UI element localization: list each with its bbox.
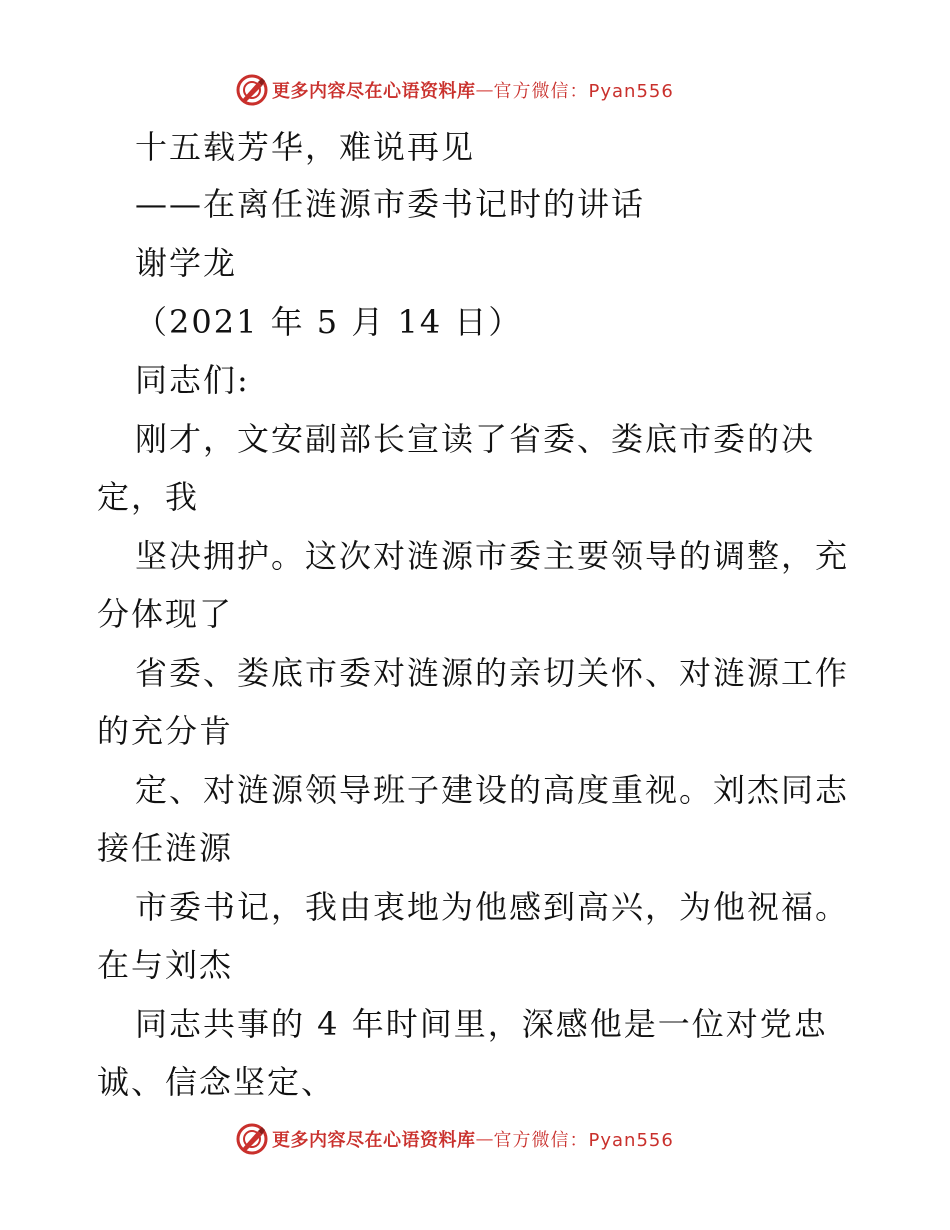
body-line: 市委书记，我由衷地为他感到高兴，为他祝福。 xyxy=(135,888,850,926)
watermark-brand: 更多内容尽在心语资料库 xyxy=(272,1130,476,1151)
watermark-contact: 官方微信：Pyan556 xyxy=(493,1130,674,1151)
body-line: 诚、信念坚定、 xyxy=(97,1063,336,1101)
watermark-brand: 更多内容尽在心语资料库 xyxy=(272,81,476,102)
document-author: 谢学龙 xyxy=(135,244,238,282)
document-title: 十五载芳华，难说再见 xyxy=(135,128,476,166)
body-line: 同志共事的 4 年时间里，深感他是一位对党忠 xyxy=(135,1005,828,1043)
body-line: 省委、娄底市委对涟源的亲切关怀、对涟源工作 xyxy=(135,654,850,692)
body-line: 分体现了 xyxy=(97,595,234,633)
pen-logo-icon xyxy=(236,74,268,106)
footer-watermark xyxy=(236,1122,674,1156)
body-line: 的充分肯 xyxy=(97,712,234,750)
body-line: 在与刘杰 xyxy=(97,946,234,984)
body-line: 定、对涟源领导班子建设的高度重视。刘杰同志 xyxy=(135,771,850,809)
header-watermark xyxy=(236,73,674,107)
document-date: （2021 年 5 月 14 日） xyxy=(135,303,523,341)
document-salutation: 同志们: xyxy=(135,361,250,399)
watermark-dash: — xyxy=(475,79,494,101)
pen-logo-icon xyxy=(236,1123,268,1155)
body-line: 坚决拥护。这次对涟源市委主要领导的调整，充 xyxy=(135,537,850,575)
body-line: 定，我 xyxy=(97,478,200,516)
watermark-contact: 官方微信：Pyan556 xyxy=(493,81,674,102)
body-line: 接任涟源 xyxy=(97,829,234,867)
watermark-dash: — xyxy=(475,1128,494,1150)
body-line: 刚才，文安副部长宣读了省委、娄底市委的决 xyxy=(135,420,816,458)
document-subtitle: ——在离任涟源市委书记时的讲话 xyxy=(135,185,646,223)
